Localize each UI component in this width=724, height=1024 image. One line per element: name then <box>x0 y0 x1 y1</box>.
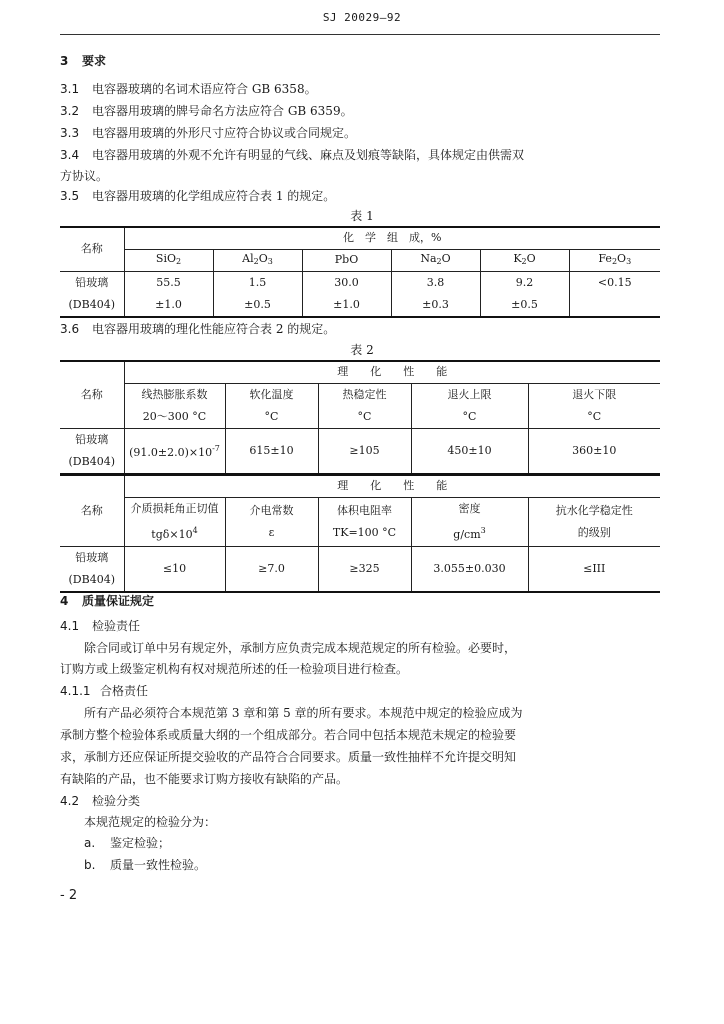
section-3-heading <box>60 52 106 69</box>
paragraph-line: 承制方整个检验体系或质量大纲的一个组成部分。若合同中包括本规范未规定的检验要 <box>60 728 517 742</box>
document-code-header: SJ 20029—92 <box>322 11 402 24</box>
table-2b-cell: ≥325 <box>318 546 411 592</box>
table-2-part-2 <box>60 474 660 593</box>
list-item <box>84 834 170 851</box>
clause-text: 电容器用玻璃的外形尺寸应符合协议或合同规定。 <box>92 126 357 140</box>
clause-3-6 <box>60 320 335 337</box>
table-1 <box>60 226 660 318</box>
table-1-cell: 1.5 ±0.5 <box>213 271 302 317</box>
clause-text: 电容器玻璃的名词术语应符合 GB 6358。 <box>92 82 317 96</box>
table-2-cell: 615±10 <box>225 428 318 474</box>
clause-number: 3.5 <box>60 189 80 203</box>
section-title: 要求 <box>82 54 107 68</box>
table-1-col-na2o: $Na_2O$ <box>391 249 480 271</box>
table-2b-cell: ≤III <box>528 546 660 592</box>
table-1-col-al2o3: $Al_2O_3$ <box>213 249 302 271</box>
clause-title: 检验责任 <box>92 619 141 633</box>
table-2-col-annealing-lower: 退火下限 °C <box>528 383 660 428</box>
table-2-col-dielectric-constant: 介电常数 ε <box>225 497 318 546</box>
table-2-cell: $(91.0\pm 2.0)\times 10^{-7}$ <box>124 428 225 474</box>
table-1-name-header: 名称 <box>60 227 124 271</box>
clause-number: 3.3 <box>60 126 80 140</box>
list-text: 鉴定检验； <box>110 836 171 850</box>
table-1-cell: 9.2 ±0.5 <box>480 271 569 317</box>
section-number: 3 <box>60 54 69 68</box>
paragraph-line: 有缺陷的产品，也不能要求订购方接收有缺陷的产品。 <box>60 772 349 786</box>
table-2-col-density: 密度 $g/cm^3$ <box>411 497 528 546</box>
list-marker: b. <box>84 858 96 872</box>
table-2-col-thermal-stability: 热稳定性 °C <box>318 383 411 428</box>
table-1-cell: <0.15 <box>569 271 660 317</box>
table-2-col-volume-resistivity: 体积电阻率 TK=100 °C <box>318 497 411 546</box>
clause-number: 3.4 <box>60 148 80 162</box>
clause-3-3 <box>60 124 356 141</box>
table-2-col-softening-temp: 软化温度 °C <box>225 383 318 428</box>
clause-4-1 <box>60 617 140 634</box>
clause-text: 电容器用玻璃的理化性能应符合表 2 的规定。 <box>92 322 336 336</box>
paragraph-line: 所有产品必须符合本规范第 3 章和第 5 章的所有要求。本规范中规定的检验应成为 <box>84 706 523 720</box>
clause-title: 合格责任 <box>100 684 149 698</box>
table-2-group-header: 理 化 性 能 <box>124 361 660 383</box>
paragraph-line: 除合同或订单中另有规定外，承制方应负责完成本规范规定的所有检验。必要时， <box>84 641 517 655</box>
table-2b-cell: 3.055±0.030 <box>411 546 528 592</box>
clause-number: 4.1 <box>60 619 80 633</box>
table-2b-group-header: 理 化 性 能 <box>124 475 660 497</box>
clause-3-2 <box>60 102 353 119</box>
clause-3-4-continued: 方协议。 <box>60 169 109 183</box>
table-2-caption: 表 2 <box>350 343 374 357</box>
table-1-cell: 3.8 ±0.3 <box>391 271 480 317</box>
table-2-cell: 360±10 <box>528 428 660 474</box>
table-1-col-fe2o3: $Fe_2O_3$ <box>569 249 660 271</box>
section-title: 质量保证规定 <box>82 594 155 608</box>
list-text: 质量一致性检验。 <box>110 858 207 872</box>
clause-number: 4.2 <box>60 794 80 808</box>
table-1-row-name: 铅玻璃 (DB404) <box>60 271 124 317</box>
paragraph-line: 求，承制方还应保证所提交验收的产品符合合同要求。质量一致性抽样不允许提交明知 <box>60 750 517 764</box>
clause-text: 电容器用玻璃的外观不允许有明显的气线、麻点及划痕等缺陷，具体规定由供需双 <box>92 148 525 162</box>
list-item <box>84 856 206 873</box>
page-number: - 2 <box>60 888 78 903</box>
header-rule <box>60 34 660 35</box>
list-marker: a. <box>84 836 96 850</box>
table-1-caption: 表 1 <box>350 209 374 223</box>
clause-4-1-1 <box>60 682 148 699</box>
table-2-row-name: 铅玻璃 (DB404) <box>60 428 124 474</box>
table-2b-row-name: 铅玻璃 (DB404) <box>60 546 124 592</box>
table-1-group-header: 化 学 组 成，% <box>124 227 660 249</box>
clause-3-1 <box>60 80 317 97</box>
table-2-part-1 <box>60 360 660 475</box>
table-2-col-loss-tangent: 介质损耗角正切值 $tg\delta\times 10^4$ <box>124 497 225 546</box>
table-2-col-water-resistance: 抗水化学稳定性 的级别 <box>528 497 660 546</box>
paragraph-line: 订购方或上级鉴定机构有权对规范所述的任一检验项目进行检查。 <box>60 662 409 676</box>
clause-number: 4.1.1 <box>60 684 91 698</box>
clause-text: 电容器用玻璃的牌号命名方法应符合 GB 6359。 <box>92 104 353 118</box>
table-2-cell: 450±10 <box>411 428 528 474</box>
table-2-col-thermal-expansion: 线热膨胀系数 20～300 °C <box>124 383 225 428</box>
table-2-col-annealing-upper: 退火上限 °C <box>411 383 528 428</box>
table-2b-cell: ≥7.0 <box>225 546 318 592</box>
clause-number: 3.6 <box>60 322 80 336</box>
table-1-cell: 30.0 ±1.0 <box>302 271 391 317</box>
clause-number: 3.2 <box>60 104 80 118</box>
table-2-name-header: 名称 <box>60 361 124 428</box>
clause-4-2 <box>60 792 140 809</box>
clause-3-5 <box>60 187 335 204</box>
section-4-heading <box>60 592 154 609</box>
table-1-col-k2o: $K_2O$ <box>480 249 569 271</box>
clause-number: 3.1 <box>60 82 80 96</box>
clause-text: 电容器用玻璃的化学组成应符合表 1 的规定。 <box>92 189 336 203</box>
table-2b-name-header: 名称 <box>60 475 124 546</box>
table-1-col-pbo: PbO <box>302 249 391 271</box>
table-2-cell: ≥105 <box>318 428 411 474</box>
table-1-col-sio2: SiO$_2$ <box>124 249 213 271</box>
section-number: 4 <box>60 594 69 608</box>
table-2b-cell: ≤10 <box>124 546 225 592</box>
table-1-cell: 55.5 ±1.0 <box>124 271 213 317</box>
clause-title: 检验分类 <box>92 794 141 808</box>
clause-3-4 <box>60 146 524 163</box>
paragraph-line: 本规范规定的检验分为： <box>84 815 217 829</box>
